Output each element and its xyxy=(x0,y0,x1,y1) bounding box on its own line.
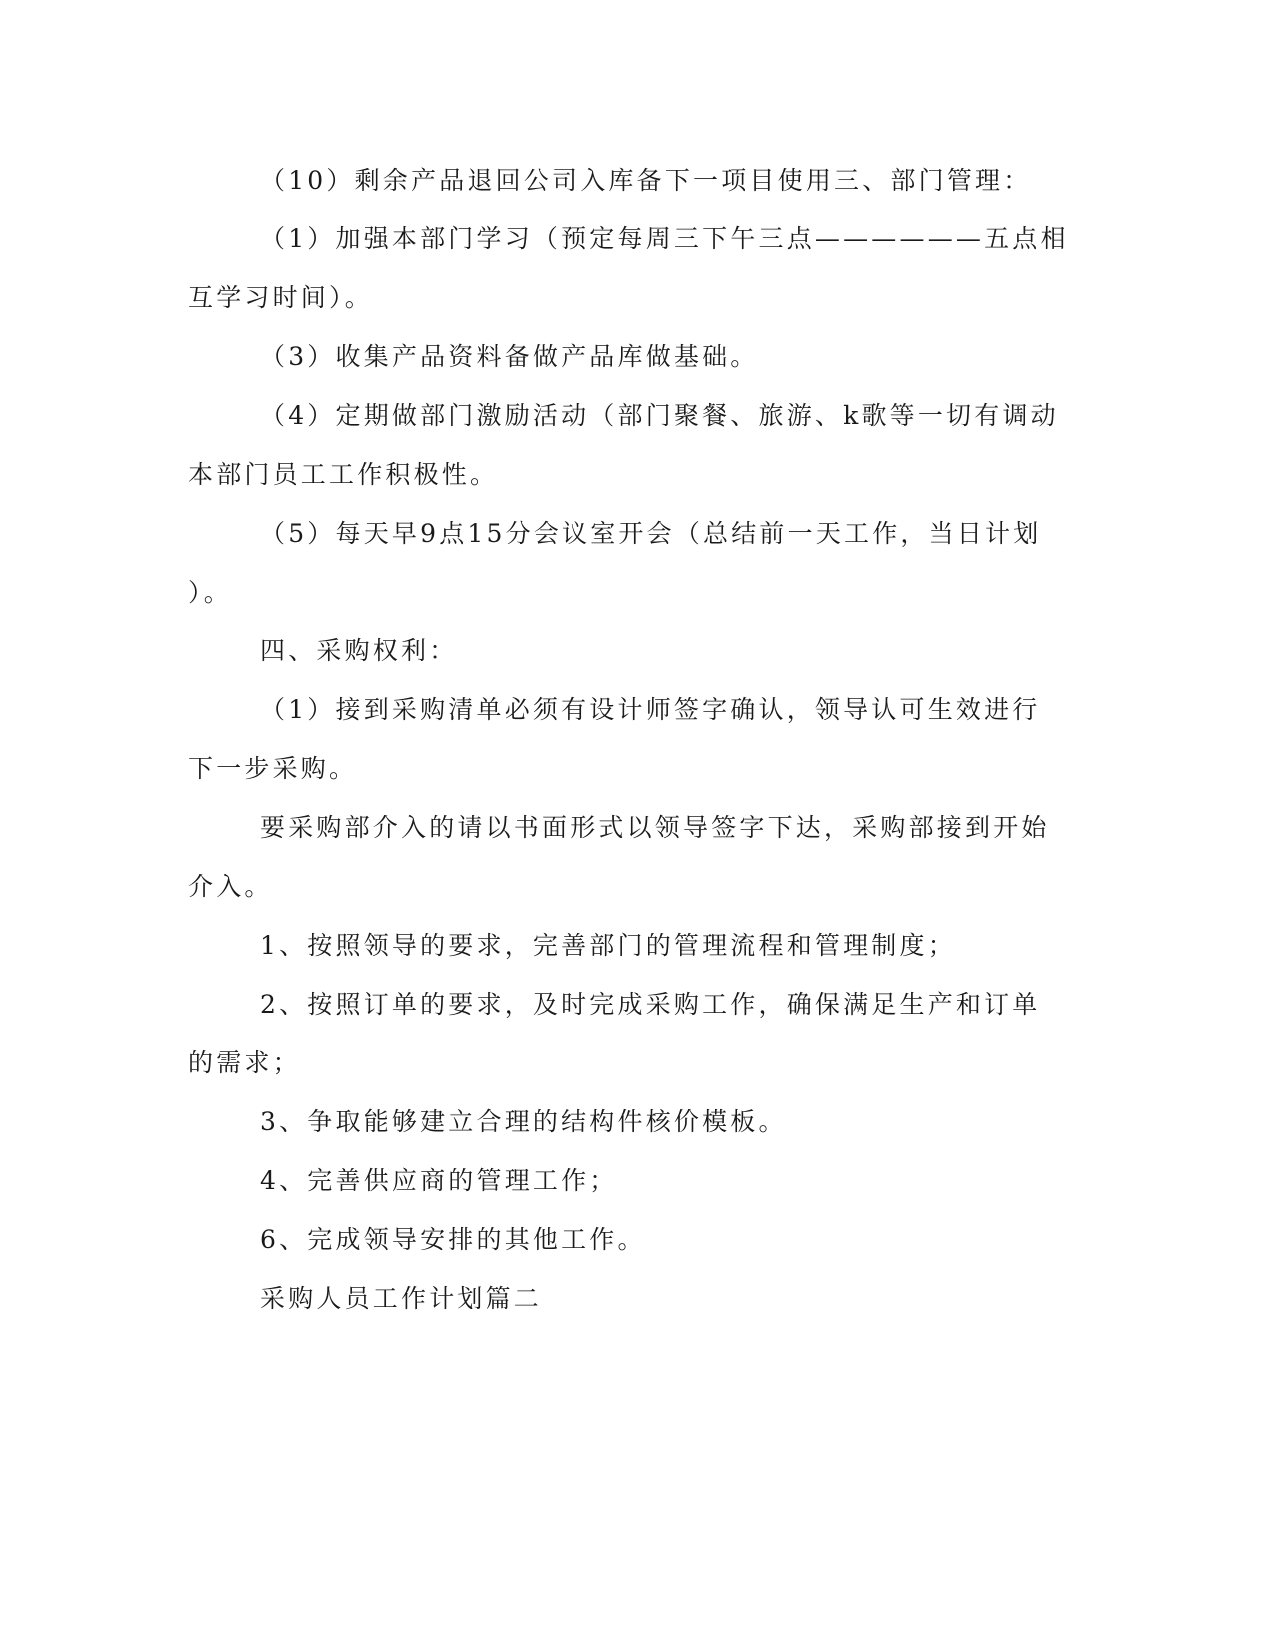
list-item: 1、按照领导的要求，完善部门的管理流程和管理制度； xyxy=(260,931,956,960)
list-item: 2、按照订单的要求，及时完成采购工作，确保满足生产和订单 xyxy=(260,990,1041,1019)
list-item-continuation: 的需求； xyxy=(188,1048,301,1077)
section-heading: 四、采购权利： xyxy=(260,636,458,665)
list-item: 4、完善供应商的管理工作； xyxy=(260,1166,618,1195)
paragraph-line: （1）加强本部门学习（预定每周三下午三点——————五点相 xyxy=(260,224,1069,253)
section-title: 采购人员工作计划篇二 xyxy=(260,1284,543,1313)
list-item: 3、争取能够建立合理的结构件核价模板。 xyxy=(260,1107,787,1136)
paragraph-line: 下一步采购。 xyxy=(188,754,358,783)
paragraph-line: （10）剩余产品退回公司入库备下一项目使用三、部门管理： xyxy=(260,166,1032,195)
paragraph-line: （4）定期做部门激励活动（部门聚餐、旅游、k歌等一切有调动 xyxy=(260,401,1059,430)
paragraph-line: 本部门员工工作积极性。 xyxy=(188,460,499,489)
list-item: 6、完成领导安排的其他工作。 xyxy=(260,1225,646,1254)
paragraph-line: （3）收集产品资料备做产品库做基础。 xyxy=(260,342,759,371)
paragraph-line: 要采购部介入的请以书面形式以领导签字下达，采购部接到开始 xyxy=(260,813,1050,842)
paragraph-line: 互学习时间）。 xyxy=(188,283,373,312)
paragraph-line: （5）每天早9点15分会议室开会（总结前一天工作，当日计划 xyxy=(260,519,1042,548)
paragraph-line: 介入。 xyxy=(188,872,273,901)
paragraph-line: ）。 xyxy=(188,578,232,607)
paragraph-line: （1）接到采购清单必须有设计师签字确认，领导认可生效进行 xyxy=(260,695,1041,724)
